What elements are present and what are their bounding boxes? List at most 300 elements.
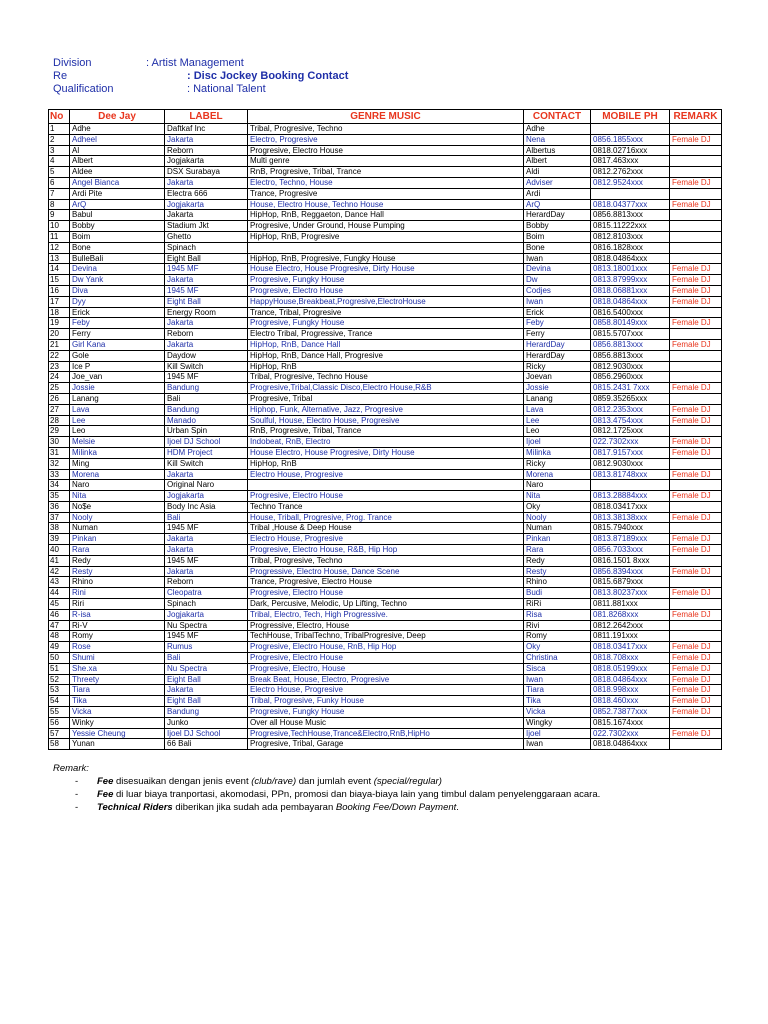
genre-cell: Electro, Techno, House xyxy=(248,177,524,188)
label-cell: Eight Ball xyxy=(165,253,248,264)
re-value: : Disc Jockey Booking Contact xyxy=(187,70,349,82)
contact-cell: Erick xyxy=(524,307,591,318)
label-cell: Nu Spectra xyxy=(165,663,248,674)
contact-cell: Lava xyxy=(524,404,591,415)
no-cell: 28 xyxy=(49,415,70,426)
label-cell: Junko xyxy=(165,717,248,728)
genre-cell: Electro Tribal, Progressive, Trance xyxy=(248,329,524,340)
table-row xyxy=(49,512,722,523)
no-cell: 39 xyxy=(49,534,70,545)
mobile-cell: 022.7302xxx xyxy=(591,437,670,448)
remark-cell xyxy=(670,372,722,383)
mobile-cell: 0856.1855xxx xyxy=(591,134,670,145)
no-cell: 45 xyxy=(49,599,70,610)
mobile-cell: 081.8268xxx xyxy=(591,609,670,620)
genre-cell: HipHop, RnB xyxy=(248,361,524,372)
remark-dash: - xyxy=(75,802,79,813)
mobile-cell: 0856.8813xxx xyxy=(591,339,670,350)
no-cell: 46 xyxy=(49,609,70,620)
label-cell: Jogjakarta xyxy=(165,491,248,502)
mobile-cell: 0815.7940xxx xyxy=(591,523,670,534)
contact-cell: Dw xyxy=(524,275,591,286)
contact-cell: Resty xyxy=(524,566,591,577)
contact-cell: Oky xyxy=(524,501,591,512)
no-cell: 12 xyxy=(49,242,70,253)
genre-cell: RnB, Progresive, Tribal, Trance xyxy=(248,426,524,437)
no-cell: 29 xyxy=(49,426,70,437)
table-body xyxy=(49,124,722,750)
table-row xyxy=(49,674,722,685)
mobile-cell: 0812.9030xxx xyxy=(591,458,670,469)
table-row xyxy=(49,555,722,566)
genre-cell: Electro, Progresive xyxy=(248,134,524,145)
genre-cell: Electro House, Progresive xyxy=(248,534,524,545)
remark-cell: Female DJ xyxy=(670,339,722,350)
remark-text: di luar biaya tranportasi, akomodasi, PPn, promosi dan biaya-biaya lain yang timbul dalam penyelenggaraan acara. xyxy=(113,789,601,800)
no-cell: 37 xyxy=(49,512,70,523)
dj-name-cell: BulleBali xyxy=(70,253,165,264)
remark-cell xyxy=(670,350,722,361)
label-cell: Jakarta xyxy=(165,177,248,188)
no-cell: 17 xyxy=(49,296,70,307)
genre-cell: Trance, Progresive xyxy=(248,188,524,199)
contact-cell: Wingky xyxy=(524,717,591,728)
no-cell: 8 xyxy=(49,199,70,210)
no-cell: 50 xyxy=(49,653,70,664)
table-row xyxy=(49,523,722,534)
remark-cell: Female DJ xyxy=(670,383,722,394)
dj-name-cell: Yunan xyxy=(70,739,165,750)
dj-name-cell: Dyy xyxy=(70,296,165,307)
genre-cell xyxy=(248,480,524,491)
remark-text: diberikan jika sudah ada pembayaran xyxy=(172,802,336,813)
no-cell: 52 xyxy=(49,674,70,685)
table-row xyxy=(49,167,722,178)
no-cell: 42 xyxy=(49,566,70,577)
remark-cell: Female DJ xyxy=(670,199,722,210)
mobile-cell: 0815.1674xxx xyxy=(591,717,670,728)
label-cell: 1945 MF xyxy=(165,555,248,566)
dj-name-cell: Al xyxy=(70,145,165,156)
table-row xyxy=(49,728,722,739)
remark-cell xyxy=(670,599,722,610)
mobile-cell: 0811.191xxx xyxy=(591,631,670,642)
genre-cell: HipHop, RnB, Dance Hall, Progresive xyxy=(248,350,524,361)
column-header-no: No xyxy=(49,110,70,124)
mobile-cell: 0815.11222xxx xyxy=(591,221,670,232)
remark-cell: Female DJ xyxy=(670,588,722,599)
mobile-cell: 0856.7033xxx xyxy=(591,545,670,556)
mobile-cell: 0818.708xxx xyxy=(591,653,670,664)
mobile-cell: 0859.35265xxx xyxy=(591,393,670,404)
dj-name-cell: Ice P xyxy=(70,361,165,372)
dj-name-cell: Gole xyxy=(70,350,165,361)
label-cell: Electra 666 xyxy=(165,188,248,199)
label-cell: Manado xyxy=(165,415,248,426)
dj-name-cell: Boim xyxy=(70,231,165,242)
no-cell: 57 xyxy=(49,728,70,739)
remark-text: . xyxy=(456,802,459,813)
label-cell: Reborn xyxy=(165,145,248,156)
no-cell: 15 xyxy=(49,275,70,286)
mobile-cell: 0816.1828xxx xyxy=(591,242,670,253)
table-row xyxy=(49,361,722,372)
genre-cell: Electro House, Progresive xyxy=(248,685,524,696)
mobile-cell: 0813.87999xxx xyxy=(591,275,670,286)
table-row xyxy=(49,642,722,653)
no-cell: 4 xyxy=(49,156,70,167)
contact-cell: Ijoel xyxy=(524,728,591,739)
table-row xyxy=(49,307,722,318)
label-cell: Jakarta xyxy=(165,210,248,221)
label-cell: Jakarta xyxy=(165,685,248,696)
remark-dash: - xyxy=(75,776,79,787)
mobile-cell: 0818.02716xxx xyxy=(591,145,670,156)
contact-cell: Lee xyxy=(524,415,591,426)
label-cell: Eight Ball xyxy=(165,696,248,707)
no-cell: 3 xyxy=(49,145,70,156)
genre-cell: Electro House, Progresive xyxy=(248,469,524,480)
label-cell: Stadium Jkt xyxy=(165,221,248,232)
label-cell: Reborn xyxy=(165,577,248,588)
label-cell: Daydow xyxy=(165,350,248,361)
genre-cell: Tribal, Electro, Tech, High Progressive. xyxy=(248,609,524,620)
label-cell: Jakarta xyxy=(165,566,248,577)
label-cell: Bandung xyxy=(165,383,248,394)
table-row xyxy=(49,696,722,707)
contact-cell: Feby xyxy=(524,318,591,329)
contact-cell: Codjes xyxy=(524,285,591,296)
genre-cell: Over all House Music xyxy=(248,717,524,728)
table-row xyxy=(49,491,722,502)
mobile-cell: 0818.04864xxx xyxy=(591,253,670,264)
table-row xyxy=(49,339,722,350)
mobile-cell: 0856.8813xxx xyxy=(591,350,670,361)
mobile-cell: 0812.2642xxx xyxy=(591,620,670,631)
mobile-cell: 0815.5707xxx xyxy=(591,329,670,340)
label-cell: HDM Project xyxy=(165,447,248,458)
mobile-cell: 0812.2353xxx xyxy=(591,404,670,415)
column-header-mobile: MOBILE PH xyxy=(591,110,670,124)
dj-name-cell: Ardi Pite xyxy=(70,188,165,199)
no-cell: 41 xyxy=(49,555,70,566)
qualification-value: : National Talent xyxy=(187,83,266,95)
dj-name-cell: Winky xyxy=(70,717,165,728)
contact-cell: Albert xyxy=(524,156,591,167)
label-cell: DSX Surabaya xyxy=(165,167,248,178)
dj-name-cell: Joe_van xyxy=(70,372,165,383)
remark-cell xyxy=(670,231,722,242)
re-label: Re xyxy=(53,70,68,82)
genre-cell: HappyHouse,Breakbeat,Progresive,ElectroHouse xyxy=(248,296,524,307)
dj-name-cell: Babul xyxy=(70,210,165,221)
table-row xyxy=(49,221,722,232)
table-row xyxy=(49,296,722,307)
contact-cell: Bone xyxy=(524,242,591,253)
dj-name-cell: Riri xyxy=(70,599,165,610)
mobile-cell: 0812.2762xxx xyxy=(591,167,670,178)
dj-name-cell: Rini xyxy=(70,588,165,599)
genre-cell: Tribal, Progresive, Techno xyxy=(248,124,524,135)
remark-cell: Female DJ xyxy=(670,275,722,286)
mobile-cell: 0852.73877xxx xyxy=(591,707,670,718)
remark-cell: Female DJ xyxy=(670,674,722,685)
remark-cell: Female DJ xyxy=(670,534,722,545)
table-row xyxy=(49,383,722,394)
no-cell: 49 xyxy=(49,642,70,653)
table-row xyxy=(49,717,722,728)
contact-cell: Nooly xyxy=(524,512,591,523)
contact-cell: Iwan xyxy=(524,253,591,264)
division-label: Division xyxy=(53,57,92,69)
genre-cell: Indobeat, RnB, Electro xyxy=(248,437,524,448)
label-cell: Body Inc Asia xyxy=(165,501,248,512)
remark-cell xyxy=(670,221,722,232)
genre-cell: HipHop, RnB, Progresive, Fungky House xyxy=(248,253,524,264)
contact-cell: Iwan xyxy=(524,296,591,307)
mobile-cell: 0856.2960xxx xyxy=(591,372,670,383)
genre-cell: HipHop, RnB, Dance Hall xyxy=(248,339,524,350)
table-row xyxy=(49,285,722,296)
genre-cell: Tribal, Progresive, Funky House xyxy=(248,696,524,707)
remark-cell xyxy=(670,156,722,167)
genre-cell: Progresive, Electro House xyxy=(248,285,524,296)
label-cell: Daftkaf Inc xyxy=(165,124,248,135)
remark-cell xyxy=(670,523,722,534)
remark-cell: Female DJ xyxy=(670,696,722,707)
table-row xyxy=(49,609,722,620)
remark-cell: Female DJ xyxy=(670,653,722,664)
remark-cell xyxy=(670,210,722,221)
label-cell: Jakarta xyxy=(165,534,248,545)
table-row xyxy=(49,393,722,404)
no-cell: 35 xyxy=(49,491,70,502)
dj-name-cell: Lava xyxy=(70,404,165,415)
label-cell: Spinach xyxy=(165,599,248,610)
dj-name-cell: Resty xyxy=(70,566,165,577)
table-row xyxy=(49,275,722,286)
contact-cell: Rivi xyxy=(524,620,591,631)
label-cell: Bali xyxy=(165,653,248,664)
table-row xyxy=(49,534,722,545)
dj-name-cell: Leo xyxy=(70,426,165,437)
mobile-cell: 0817.463xxx xyxy=(591,156,670,167)
remark-cell xyxy=(670,307,722,318)
no-cell: 20 xyxy=(49,329,70,340)
qualification-label: Qualification xyxy=(53,83,114,95)
label-cell: 1945 MF xyxy=(165,631,248,642)
genre-cell: Trance, Progresive, Electro House xyxy=(248,577,524,588)
mobile-cell: 0818.04864xxx xyxy=(591,296,670,307)
dj-name-cell: Rose xyxy=(70,642,165,653)
genre-cell: Techno Trance xyxy=(248,501,524,512)
remark-cell xyxy=(670,145,722,156)
mobile-cell: 0856.8813xxx xyxy=(591,210,670,221)
column-header-contact: CONTACT xyxy=(524,110,591,124)
no-cell: 36 xyxy=(49,501,70,512)
contact-cell: Bobby xyxy=(524,221,591,232)
dj-name-cell: Nita xyxy=(70,491,165,502)
no-cell: 2 xyxy=(49,134,70,145)
table-row xyxy=(49,469,722,480)
contact-cell: Tiara xyxy=(524,685,591,696)
no-cell: 48 xyxy=(49,631,70,642)
column-header-dj: Dee Jay xyxy=(70,110,165,124)
dj-name-cell: Morena xyxy=(70,469,165,480)
contact-cell: Albertus xyxy=(524,145,591,156)
remark-cell xyxy=(670,620,722,631)
contact-cell: Oky xyxy=(524,642,591,653)
contact-cell: Nita xyxy=(524,491,591,502)
dj-name-cell: R-isa xyxy=(70,609,165,620)
contact-cell: Leo xyxy=(524,426,591,437)
table-row xyxy=(49,685,722,696)
mobile-cell: 0818.04864xxx xyxy=(591,739,670,750)
remark-cell: Female DJ xyxy=(670,415,722,426)
dj-name-cell: Tiara xyxy=(70,685,165,696)
contact-cell: Ferry xyxy=(524,329,591,340)
dj-name-cell: Lanang xyxy=(70,393,165,404)
table-row xyxy=(49,231,722,242)
division-value: : Artist Management xyxy=(146,57,244,69)
label-cell: Jogjakarta xyxy=(165,199,248,210)
table-row xyxy=(49,188,722,199)
no-cell: 19 xyxy=(49,318,70,329)
no-cell: 24 xyxy=(49,372,70,383)
genre-cell: House Electro, House Progresive, Dirty House xyxy=(248,264,524,275)
contact-cell: Boim xyxy=(524,231,591,242)
table-row xyxy=(49,145,722,156)
dj-name-cell: Angel Bianca xyxy=(70,177,165,188)
genre-cell: Progresive, Tribal, Garage xyxy=(248,739,524,750)
table-row xyxy=(49,372,722,383)
table-row xyxy=(49,177,722,188)
label-cell: Jogjakarta xyxy=(165,156,248,167)
remark-cell xyxy=(670,393,722,404)
label-cell: Nu Spectra xyxy=(165,620,248,631)
no-cell: 13 xyxy=(49,253,70,264)
remark-cell: Female DJ xyxy=(670,296,722,307)
table-row xyxy=(49,501,722,512)
label-cell: Urban Spin xyxy=(165,426,248,437)
remark-cell: Female DJ xyxy=(670,285,722,296)
genre-cell: Progresive, Electro House, RnB, Hip Hop xyxy=(248,642,524,653)
mobile-cell: 0818.04864xxx xyxy=(591,674,670,685)
contact-cell: HerardDay xyxy=(524,210,591,221)
contact-cell: Nena xyxy=(524,134,591,145)
contact-cell: Morena xyxy=(524,469,591,480)
dj-name-cell: Rara xyxy=(70,545,165,556)
table-row xyxy=(49,318,722,329)
remark-cell xyxy=(670,426,722,437)
dj-name-cell: Lee xyxy=(70,415,165,426)
genre-cell: Hiphop, Funk, Alternative, Jazz, Progresive xyxy=(248,404,524,415)
remark-cell xyxy=(670,253,722,264)
mobile-cell: 0813.4754xxx xyxy=(591,415,670,426)
genre-cell: Progressive, Electro House, Dance Scene xyxy=(248,566,524,577)
dj-name-cell: Girl Kana xyxy=(70,339,165,350)
mobile-cell xyxy=(591,124,670,135)
genre-cell: HipHop, RnB, Reggaeton, Dance Hall xyxy=(248,210,524,221)
label-cell: Energy Room xyxy=(165,307,248,318)
genre-cell: Progresive, Electro House xyxy=(248,653,524,664)
remarks-title: Remark: xyxy=(53,763,89,774)
dj-name-cell: Redy xyxy=(70,555,165,566)
no-cell: 27 xyxy=(49,404,70,415)
table-row xyxy=(49,447,722,458)
column-header-genre: GENRE MUSIC xyxy=(248,110,524,124)
genre-cell: Progresive, Electro House, R&B, Hip Hop xyxy=(248,545,524,556)
genre-cell: House, Triball, Progresive, Prog. Trance xyxy=(248,512,524,523)
label-cell: Ijoel DJ School xyxy=(165,728,248,739)
genre-cell: Trance, Tribal, Progresive xyxy=(248,307,524,318)
genre-cell: Tribal, Progresive, Techno xyxy=(248,555,524,566)
contact-cell: Devina xyxy=(524,264,591,275)
no-cell: 11 xyxy=(49,231,70,242)
no-cell: 38 xyxy=(49,523,70,534)
remark-keyword: Fee xyxy=(97,776,114,787)
genre-cell: Break Beat, House, Electro, Progresive xyxy=(248,674,524,685)
contact-cell: HerardDay xyxy=(524,350,591,361)
contact-cell: RiRi xyxy=(524,599,591,610)
mobile-cell: 0858.80149xxx xyxy=(591,318,670,329)
remark-cell xyxy=(670,242,722,253)
dj-name-cell: Bone xyxy=(70,242,165,253)
mobile-cell: 0818.03417xxx xyxy=(591,642,670,653)
dj-name-cell: Ming xyxy=(70,458,165,469)
no-cell: 22 xyxy=(49,350,70,361)
no-cell: 21 xyxy=(49,339,70,350)
label-cell: Kill Switch xyxy=(165,361,248,372)
no-cell: 16 xyxy=(49,285,70,296)
genre-cell: Soulful, House, Electro House, Progresive xyxy=(248,415,524,426)
table-row xyxy=(49,242,722,253)
remark-cell: Female DJ xyxy=(670,609,722,620)
dj-name-cell: Adhe xyxy=(70,124,165,135)
remark-cell xyxy=(670,577,722,588)
remark-cell: Female DJ xyxy=(670,447,722,458)
dj-name-cell: Erick xyxy=(70,307,165,318)
mobile-cell: 0818.06881xxx xyxy=(591,285,670,296)
no-cell: 5 xyxy=(49,167,70,178)
genre-cell: Progresive, Electro House xyxy=(248,491,524,502)
mobile-cell: 0815.2431 7xxx xyxy=(591,383,670,394)
no-cell: 32 xyxy=(49,458,70,469)
label-cell: Bandung xyxy=(165,404,248,415)
dj-name-cell: Bobby xyxy=(70,221,165,232)
table-row xyxy=(49,663,722,674)
mobile-cell: 0818.04377xxx xyxy=(591,199,670,210)
no-cell: 53 xyxy=(49,685,70,696)
genre-cell: House, Electro House, Techno House xyxy=(248,199,524,210)
contact-cell: Adhe xyxy=(524,124,591,135)
genre-cell: Dark, Percusive, Melodic, Up Lifting, Techno xyxy=(248,599,524,610)
table-row xyxy=(49,350,722,361)
remark-cell: Female DJ xyxy=(670,707,722,718)
genre-cell: RnB, Progresive, Tribal, Trance xyxy=(248,167,524,178)
remark-cell xyxy=(670,167,722,178)
contact-cell: Romy xyxy=(524,631,591,642)
remark-keyword: Fee xyxy=(97,789,114,800)
genre-cell: Progresive, Fungky House xyxy=(248,707,524,718)
contact-cell: Ricky xyxy=(524,361,591,372)
no-cell: 18 xyxy=(49,307,70,318)
label-cell: Jakarta xyxy=(165,275,248,286)
remark-cell xyxy=(670,739,722,750)
genre-cell: Progresive, Fungky House xyxy=(248,318,524,329)
table-row xyxy=(49,577,722,588)
table-row xyxy=(49,620,722,631)
